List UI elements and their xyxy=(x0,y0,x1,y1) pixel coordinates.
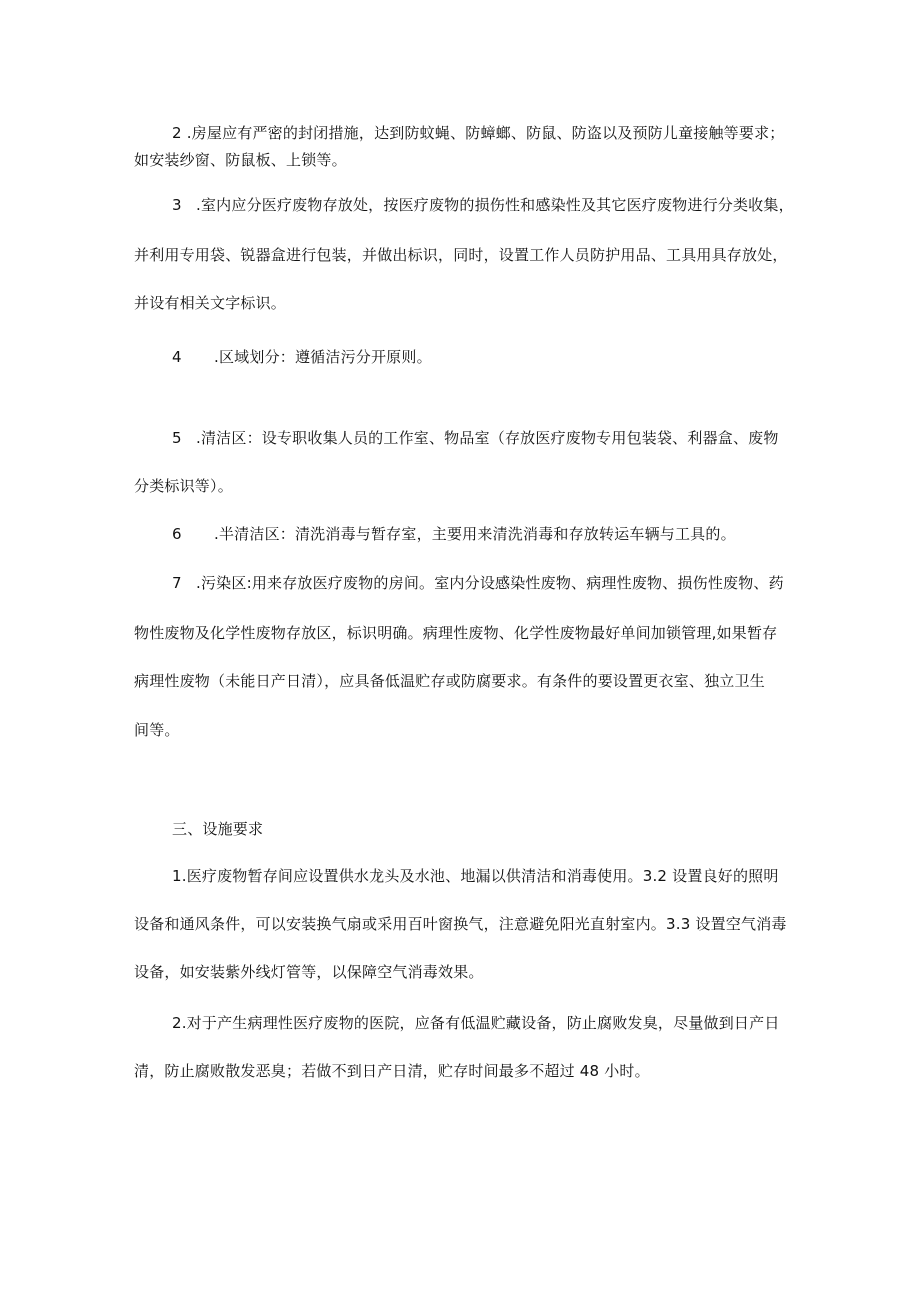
para-2-line-2: 如安装纱窗、防鼠板、上锁等。 xyxy=(134,151,347,169)
para-4-number: 4 xyxy=(172,348,182,366)
para-2-line-1: 2 .房屋应有严密的封闭措施，达到防蚊蝇、防蟑螂、防鼠、防盗以及预防儿童接触等要求； xyxy=(172,124,785,142)
para-7-number: 7 xyxy=(172,574,182,592)
para-3-number: 3 xyxy=(172,196,182,214)
para-6-line-1: .半清洁区：清洗消毒与暂存室，主要用来清洗消毒和存放转运车辆与工具的。 xyxy=(214,525,736,543)
section-3-item-1-line-1: 1.医疗废物暂存间应设置供水龙头及水池、地漏以供清洁和消毒使用。3.2 设置良好的照明 xyxy=(172,867,779,885)
para-7-line-4: 间等。 xyxy=(134,721,180,739)
para-5-number: 5 xyxy=(172,429,182,447)
para-3-line-2: 并利用专用袋、锐器盒进行包装，并做出标识，同时，设置工作人员防护用品、工具用具存放处， xyxy=(134,246,788,264)
para-5-line-1: .清洁区：设专职收集人员的工作室、物品室（存放医疗废物专用包装袋、利器盒、废物 xyxy=(196,429,779,447)
para-7-line-2: 物性废物及化学性废物存放区，标识明确。病理性废物、化学性废物最好单间加锁管理,如果暂存 xyxy=(134,624,778,642)
para-4-line-1: .区域划分：遵循洁污分开原则。 xyxy=(214,348,432,366)
section-3-heading: 三、设施要求 xyxy=(172,820,264,838)
section-3-item-2-line-1: 2.对于产生病理性医疗废物的医院，应备有低温贮藏设备，防止腐败发臭，尽量做到日产日 xyxy=(172,1014,780,1032)
para-3-line-1: .室内应分医疗废物存放处，按医疗废物的损伤性和感染性及其它医疗废物进行分类收集， xyxy=(196,196,794,214)
section-3-item-1-line-3: 设备，如安装紫外线灯管等，以保障空气消毒效果。 xyxy=(134,963,484,981)
para-5-line-2: 分类标识等）。 xyxy=(134,477,233,495)
section-3-item-1-line-2: 设备和通风条件，可以安装换气扇或采用百叶窗换气，注意避免阳光直射室内。3.3 设置空气消毒 xyxy=(134,915,787,933)
para-7-line-1: .污染区:用来存放医疗废物的房间。室内分设感染性废物、病理性废物、损伤性废物、药 xyxy=(196,574,784,592)
section-3-item-2-line-2: 清，防止腐败散发恶臭；若做不到日产日清，贮存时间最多不超过 48 小时。 xyxy=(134,1062,650,1080)
para-3-line-3: 并设有相关文字标识。 xyxy=(134,294,287,312)
para-7-line-3: 病理性废物（未能日产日清），应具备低温贮存或防腐要求。有条件的要设置更衣室、独立卫生 xyxy=(134,672,765,690)
para-6-number: 6 xyxy=(172,525,182,543)
